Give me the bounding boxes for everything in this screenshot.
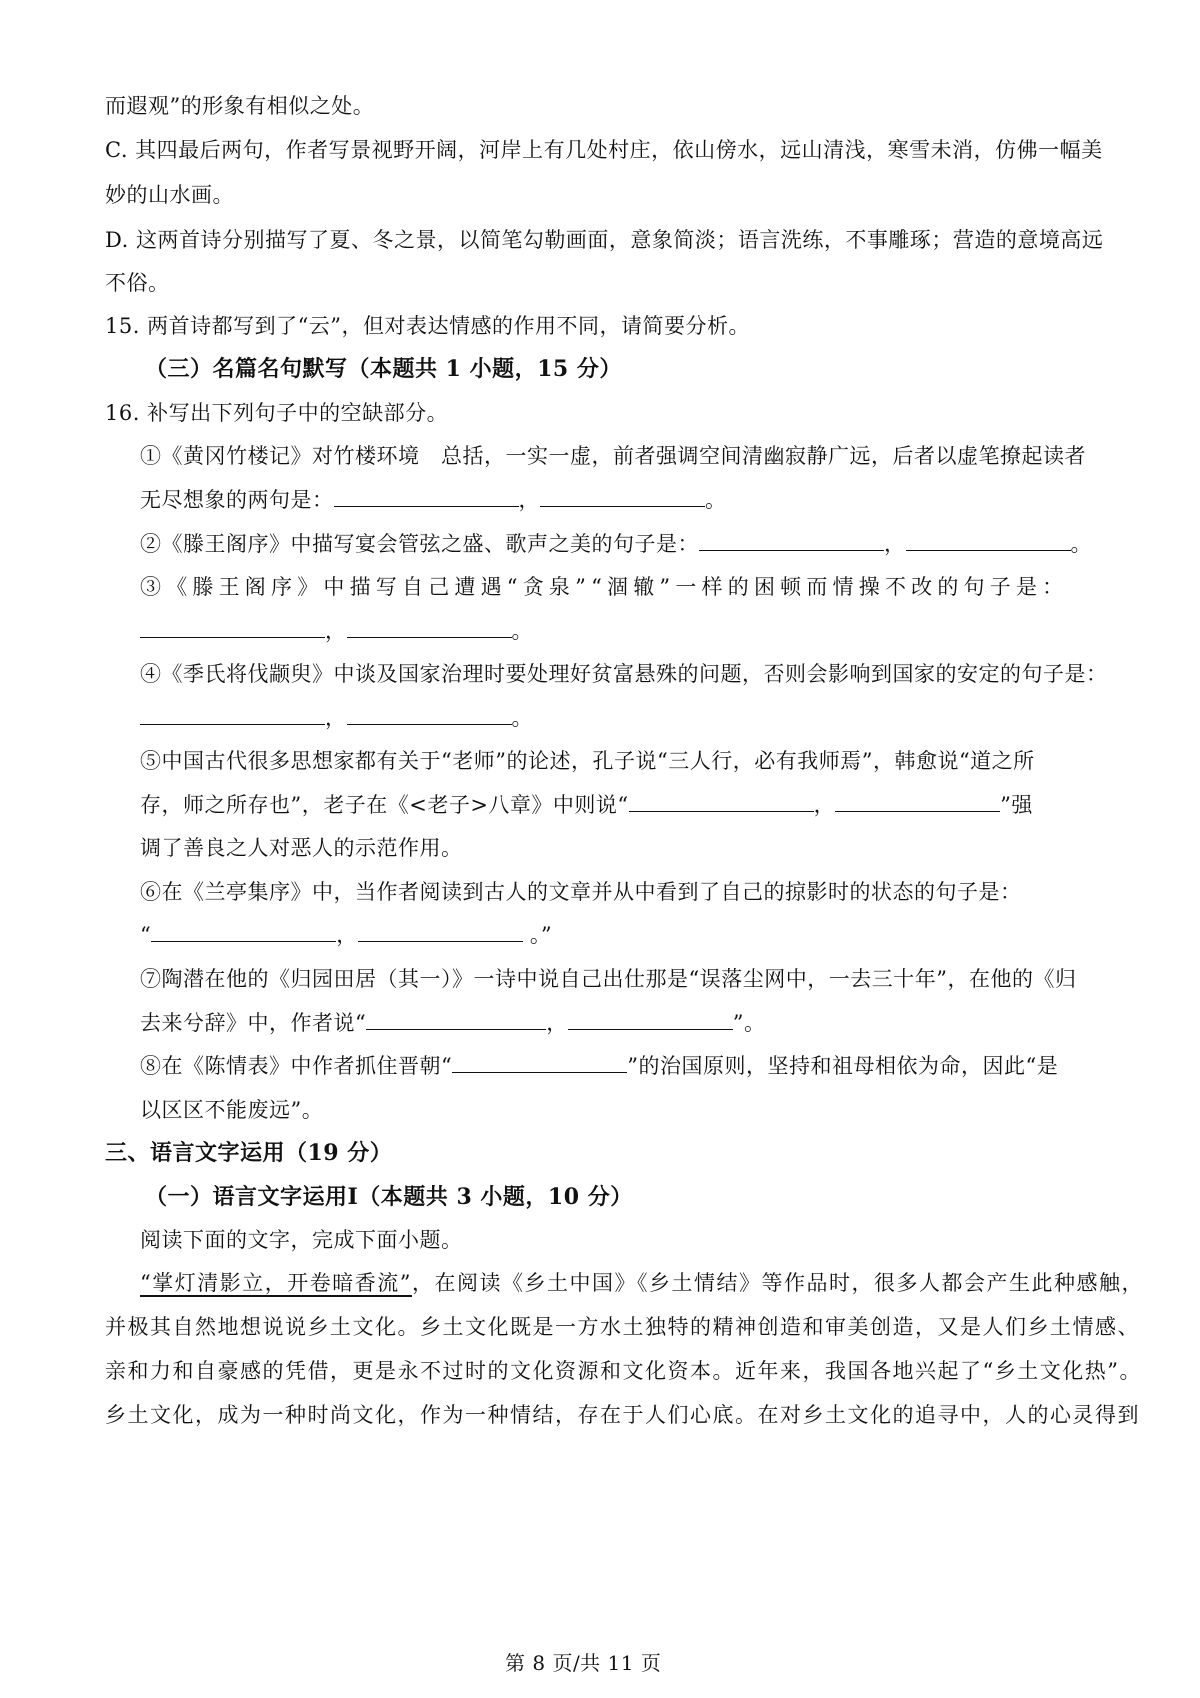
reading-instruction: 阅读下面的文字，完成下面小题。: [140, 1228, 463, 1252]
option-c-line2: 妙的山水画。: [105, 183, 234, 207]
answer-blank[interactable]: [366, 1009, 546, 1030]
comma: ，: [336, 923, 358, 947]
answer-blank[interactable]: [568, 1009, 733, 1030]
open-quote: “: [140, 923, 152, 947]
item-5-line2: [140, 790, 1033, 820]
item-4-line2: [140, 703, 533, 733]
item-6-line2: [140, 920, 552, 950]
answer-blank[interactable]: [358, 921, 523, 942]
answer-blank[interactable]: [452, 1052, 627, 1073]
item-2-prompt: ②《滕王阁序》中描写宴会管弦之盛、歌声之美的句子是：: [140, 532, 699, 556]
question-15: 15. 两首诗都写到了“云”，但对表达情感的作用不同，请简要分析。: [105, 314, 751, 338]
answer-blank[interactable]: [347, 617, 512, 638]
passage-line1: [140, 1268, 1144, 1298]
answer-blank[interactable]: [699, 530, 884, 551]
answer-blank[interactable]: [140, 617, 325, 638]
item-7-suffix: ”。: [732, 1011, 766, 1035]
item-8-line1: [140, 1051, 1058, 1081]
part-heading-3: 三、语言文字运用（19 分）: [105, 1140, 393, 1166]
item-5-line1: ⑤中国古代很多思想家都有关于“老师”的论述，孔子说“三人行，必有我师焉”，韩愈说“道之所: [140, 749, 1035, 773]
period: 。: [1070, 532, 1092, 556]
answer-blank[interactable]: [347, 704, 512, 725]
item-8-line2: 以区区不能废远”。: [140, 1098, 324, 1122]
item-2: [140, 529, 1092, 559]
comma: ，: [325, 706, 347, 730]
underlined-quote: “掌灯清影立，开卷暗香流”: [140, 1271, 412, 1295]
option-d-line2: 不俗。: [105, 271, 170, 295]
comma: ，: [325, 619, 347, 643]
item-5-suffix: ”强: [1000, 793, 1033, 817]
item-4-line1: ④《季氏将伐颛臾》中谈及国家治理时要处理好贫富悬殊的问题，否则会影响到国家的安定的句子是：: [140, 662, 1108, 686]
answer-blank[interactable]: [151, 921, 336, 942]
answer-blank[interactable]: [629, 791, 814, 812]
answer-blank[interactable]: [835, 791, 1000, 812]
passage-line2: 并极其自然地想说说乡土文化。乡土文化既是一方水土独特的精神创造和审美创造，又是人们乡土情感、: [105, 1315, 1140, 1339]
option-d-line1: D. 这两首诗分别描写了夏、冬之景，以简笔勾勒画面，意象简淡；语言洗练，不事雕琢；营造的意境高远: [105, 228, 1104, 252]
text-line: 而遐观”的形象有相似之处。: [105, 94, 375, 118]
comma: ，: [518, 488, 540, 512]
answer-blank[interactable]: [140, 704, 325, 725]
section-heading-3: （三）名篇名句默写（本题共 1 小题，15 分）: [145, 356, 622, 382]
close-quote: 。”: [522, 923, 553, 947]
answer-blank[interactable]: [540, 486, 705, 507]
item-7-line2: [140, 1008, 766, 1038]
item-6-line1: ⑥在《兰亭集序》中，当作者阅读到古人的文章并从中看到了自己的掠影时的状态的句子是：: [140, 880, 1022, 904]
comma: ，: [884, 532, 906, 556]
option-c-line1: C. 其四最后两句，作者写景视野开阔，河岸上有几处村庄，依山傍水，远山清浅，寒雪未消，仿佛一幅美: [105, 138, 1103, 162]
item-8-suffix: ”的治国原则，坚持和祖母相依为命，因此“是: [627, 1054, 1059, 1078]
period: 。: [511, 706, 533, 730]
item-1-line1: ①《黄冈竹楼记》对竹楼环境 总括，一实一虚，前者强调空间清幽寂静广远，后者以虚笔撩起读者: [140, 444, 1086, 468]
item-1-line2: [140, 485, 727, 515]
item-7-line1: ⑦陶潜在他的《归园田居（其一）》一诗中说自己出仕那是“误落尘网中，一去三十年”，在他的《归: [140, 967, 1077, 991]
item-3-line2: [140, 616, 533, 646]
period: 。: [705, 488, 727, 512]
passage-line3: 亲和力和自豪感的凭借，更是永不过时的文化资源和文化资本。近年来，我国各地兴起了“乡土文化热”。: [105, 1359, 1142, 1383]
item-5-prompt: 存，师之所存也”，老子在《<老子>八章》中则说“: [140, 793, 629, 817]
comma: ，: [546, 1011, 568, 1035]
item-8-prompt: ⑧在《陈情表》中作者抓住晋朝“: [140, 1054, 453, 1078]
answer-blank[interactable]: [334, 486, 519, 507]
period: 。: [511, 619, 533, 643]
item-7-prompt: 去来兮辞》中，作者说“: [140, 1011, 367, 1035]
passage-line1-rest: ，在阅读《乡土中国》《乡土情结》等作品时，很多人都会产生此种感触，: [411, 1271, 1144, 1295]
item-3-line1: ③《滕王阁序》中描写自己遭遇“贪泉”“涸辙”一样的困顿而情操不改的句子是：: [140, 575, 1069, 599]
item-5-line3: 调了善良之人对恶人的示范作用。: [140, 836, 463, 860]
subsection-heading-1: （一）语言文字运用Ⅰ（本题共 3 小题，10 分）: [145, 1184, 633, 1210]
question-16: 16. 补写出下列句子中的空缺部分。: [105, 401, 449, 425]
passage-line4: 乡土文化，成为一种时尚文化，作为一种情结，存在于人们心底。在对乡土文化的追寻中，人的心灵得到: [105, 1403, 1140, 1427]
item-1-prompt: 无尽想象的两句是：: [140, 488, 334, 512]
page-footer: 第 8 页/共 11 页: [505, 1651, 662, 1675]
comma: ，: [813, 793, 836, 817]
answer-blank[interactable]: [906, 530, 1071, 551]
